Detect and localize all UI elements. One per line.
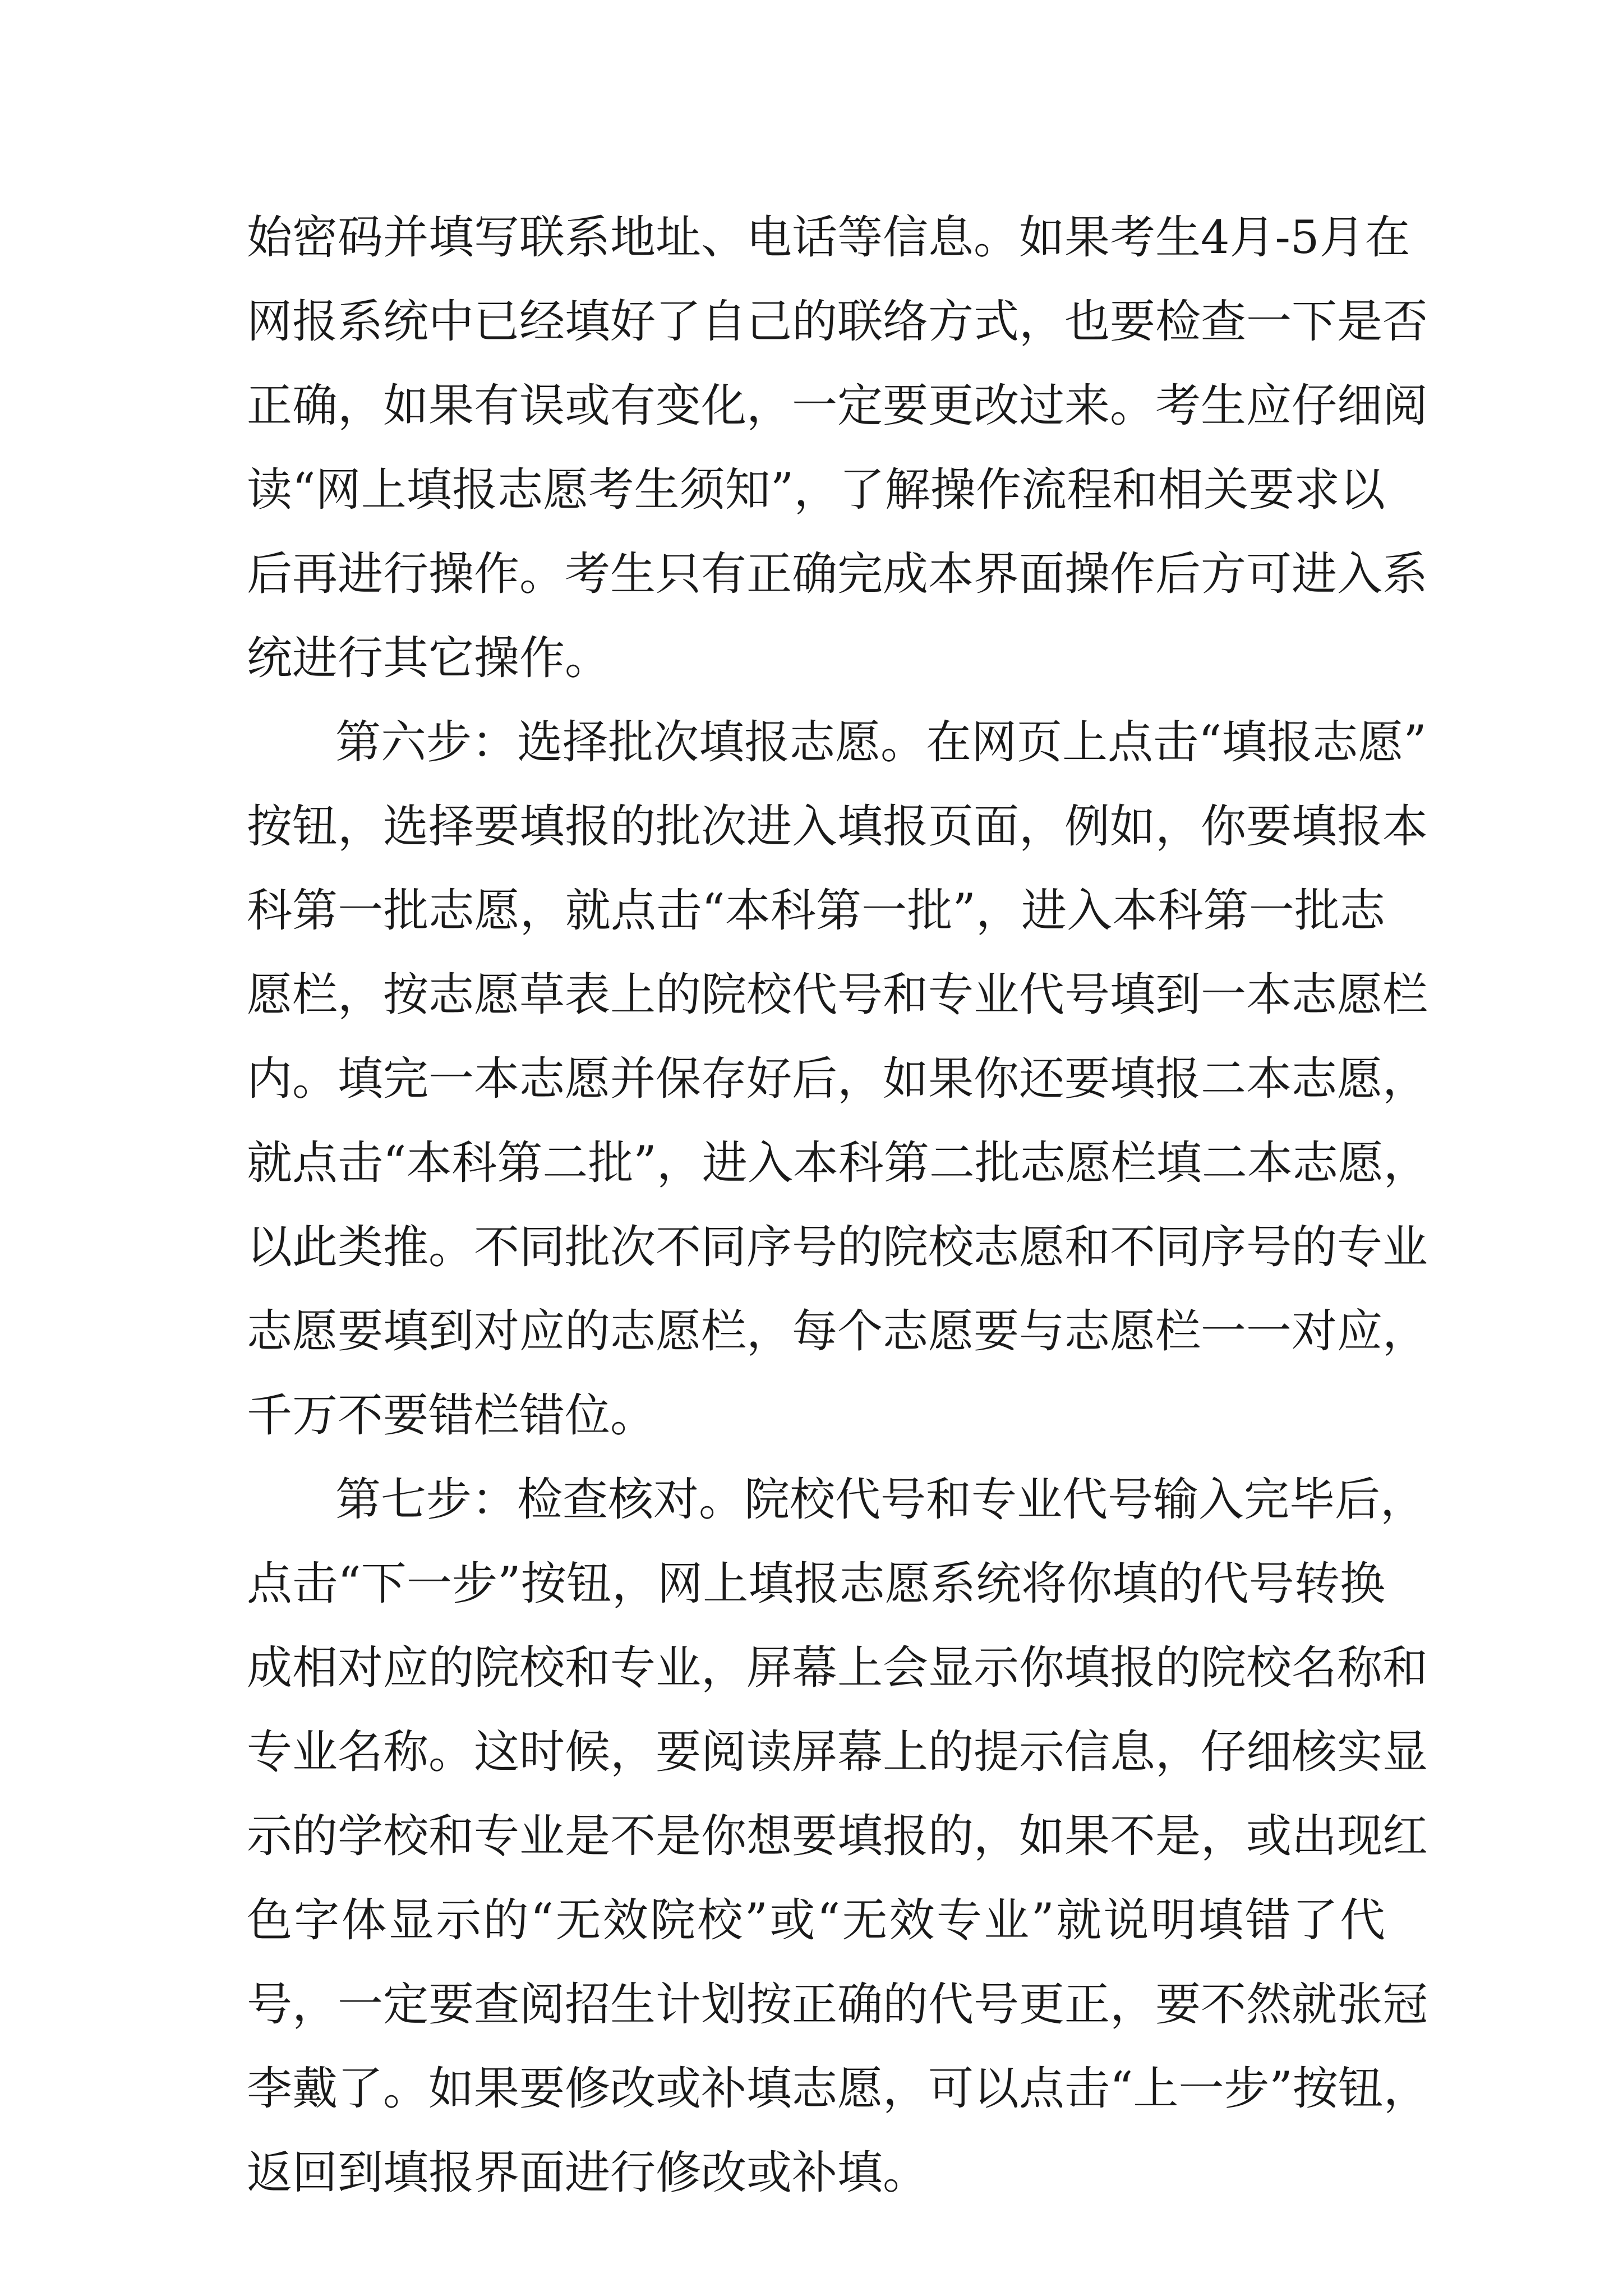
text-line: 统进行其它操作。 [247,632,611,685]
text-line: 始密码并填写联系地址、电话等信息。如果考生4月-5月在 [247,211,1410,264]
text-line: 读“网上填报志愿考生须知”，了解操作流程和相关要求以 [247,464,1385,517]
text-line: 后再进行操作。考生只有正确完成本界面操作后方可进入系 [247,548,1428,601]
text-line: 专业名称。这时候，要阅读屏幕上的提示信息，仔细核实显 [247,1726,1428,1779]
text-line: 就点击“本科第二批”，进入本科第二批志愿栏填二本志愿， [247,1137,1429,1190]
text-line: 示的学校和专业是不是你想要填报的，如果不是，或出现红 [247,1810,1428,1863]
text-line: 愿栏，按志愿草表上的院校代号和专业代号填到一本志愿栏 [247,969,1428,1022]
text-line: 网报系统中已经填好了自己的联络方式，也要检查一下是否 [247,296,1428,348]
text-line: 色字体显示的“无效院校”或“无效专业”就说明填错了代 [247,1894,1385,1947]
text-line: 以此类推。不同批次不同序号的院校志愿和不同序号的专业 [247,1221,1428,1274]
text-line: 按钮，选择要填报的批次进入填报页面，例如，你要填报本 [247,800,1428,853]
text-line: 李戴了。如果要修改或补填志愿，可以点击“上一步”按钮， [247,2063,1429,2115]
paragraph-first-line: 第六步：选择批次填报志愿。在网页上点击“填报志愿” [335,716,1427,769]
paragraph-first-line: 第七步：检查核对。院校代号和专业代号输入完毕后， [335,1474,1426,1526]
text-line: 号，一定要查阅招生计划按正确的代号更正，要不然就张冠 [247,1978,1428,2031]
text-line: 千万不要错栏错位。 [247,1389,656,1442]
text-line: 科第一批志愿，就点击“本科第一批”，进入本科第一批志 [247,885,1385,937]
text-line: 内。填完一本志愿并保存好后，如果你还要填报二本志愿， [247,1053,1428,1106]
text-line: 正确，如果有误或有变化，一定要更改过来。考生应仔细阅 [247,380,1428,432]
text-line: 志愿要填到对应的志愿栏，每个志愿要与志愿栏一一对应， [247,1305,1428,1358]
text-line: 成相对应的院校和专业，屏幕上会显示你填报的院校名称和 [247,1642,1428,1695]
text-line: 点击“下一步”按钮，网上填报志愿系统将你填的代号转换 [247,1558,1385,1611]
text-line: 返回到填报界面进行修改或补填。 [247,2147,929,2200]
